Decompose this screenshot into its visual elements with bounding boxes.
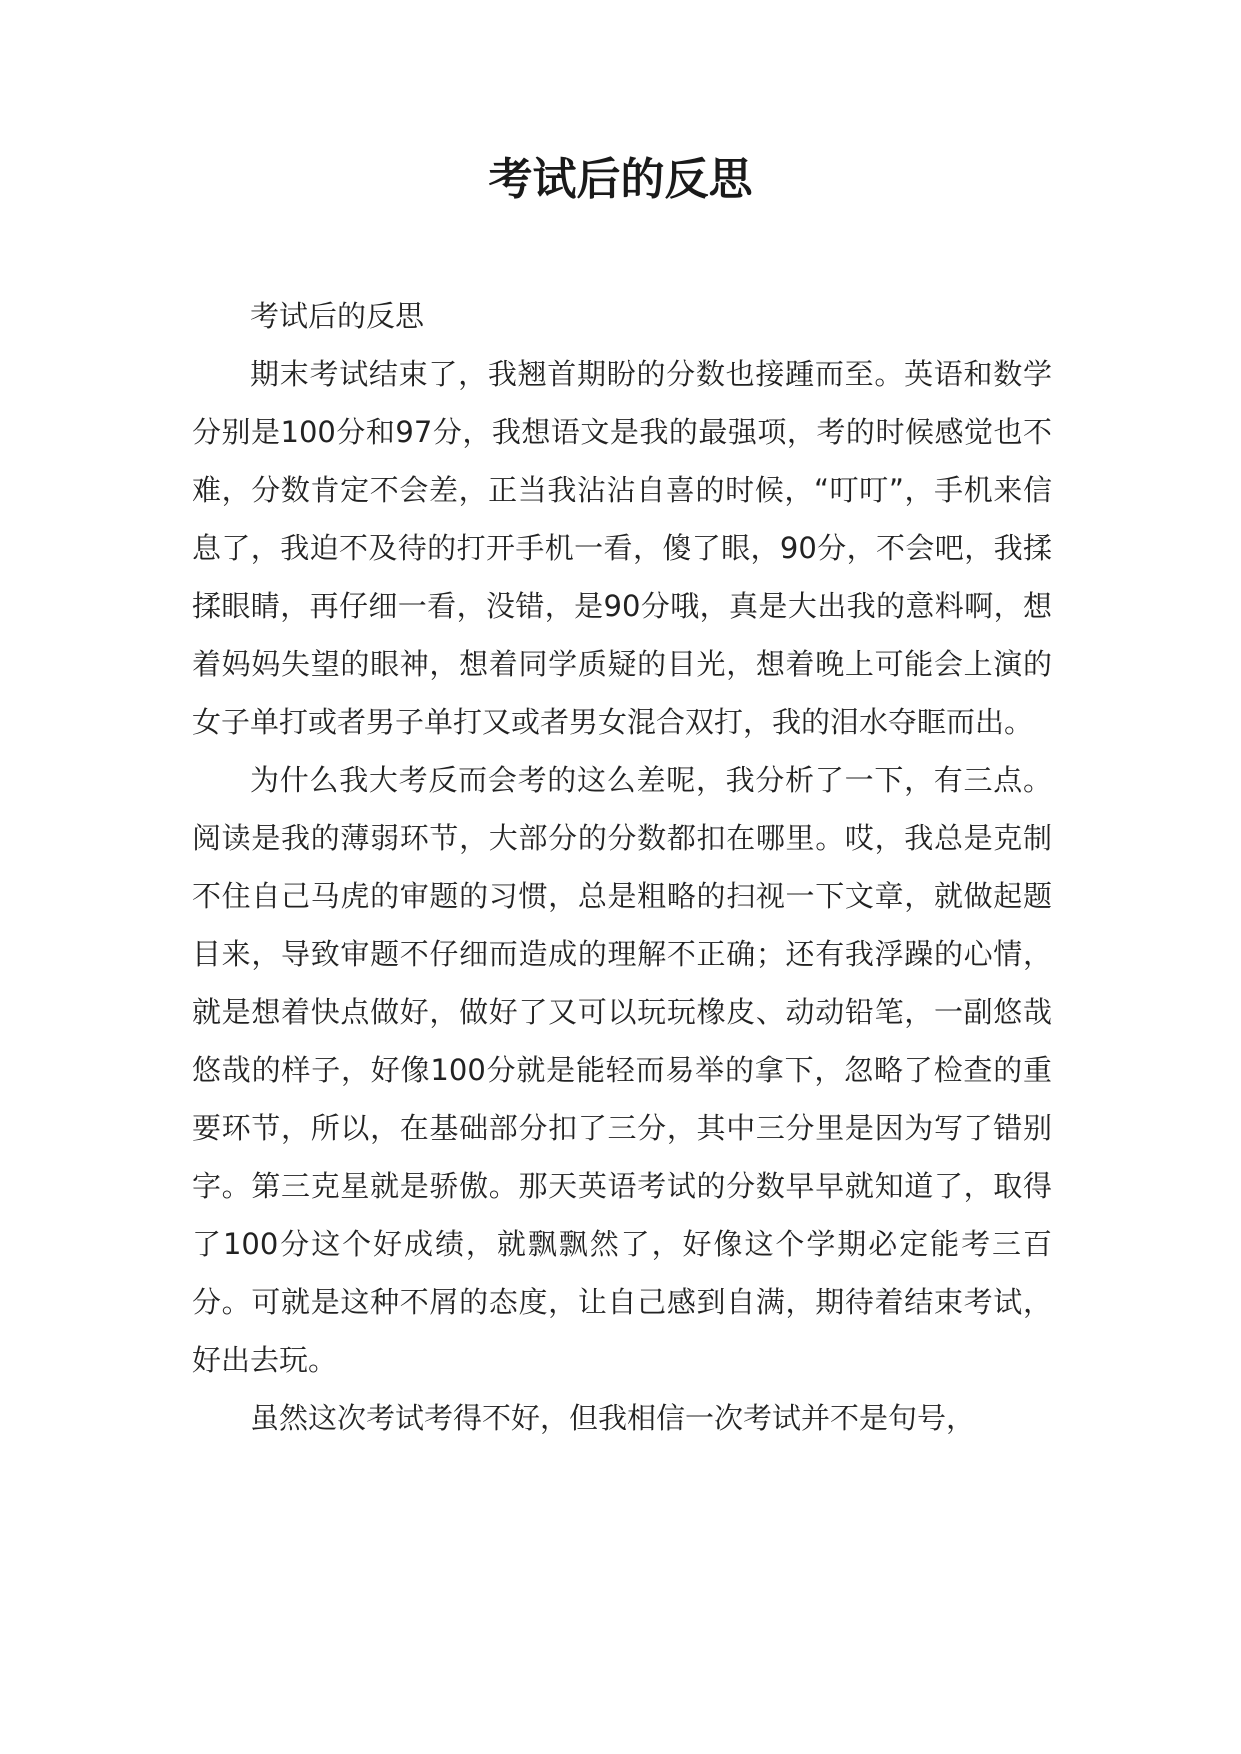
document-title: 考试后的反思 [488, 154, 753, 205]
paragraph-exam-results: 期末考试结束了，我翘首期盼的分数也接踵而至。英语和数学分别是100分和97分，我想语文是我的最强项，考的时候感觉也不难，分数肯定不会差，正当我沾沾自喜的时候，“叮叮”，手机来信息了，我迫不及待的打开手机一看，傻了眼，90分，不会吧，我揉揉眼睛，再仔细一看，没错，是90分哦，真是大出我的意料啊，想着妈妈失望的眼神，想着同学质疑的目光，想着晚上可能会上演的女子单打或者男子单打又或者男女混合双打，我的泪水夺眶而出。 [192, 357, 1052, 739]
paragraph-analysis: 为什么我大考反而会考的这么差呢，我分析了一下，有三点。阅读是我的薄弱环节，大部分的分数都扣在哪里。哎，我总是克制不住自己马虎的审题的习惯，总是粗略的扫视一下文章，就做起题目来，导致审题不仔细而造成的理解不正确；还有我浮躁的心情，就是想着快点做好，做好了又可以玩玩橡皮、动动铅笔，一副悠哉悠哉的样子，好像100分就是能轻而易举的拿下，忽略了检查的重要环节，所以，在基础部分扣了三分，其中三分里是因为写了错别字。第三克星就是骄傲。那天英语考试的分数早早就知道了，取得了100分这个好成绩，就飘飘然了，好像这个学期必定能考三百分。可就是这种不屑的态度，让自己感到自满，期待着结束考试，好出去玩。 [192, 763, 1052, 1377]
paragraph-subtitle: 考试后的反思 [250, 299, 425, 333]
document-body [192, 287, 1052, 1447]
paragraph-conclusion: 虽然这次考试考得不好，但我相信一次考试并不是句号， [250, 1401, 976, 1435]
